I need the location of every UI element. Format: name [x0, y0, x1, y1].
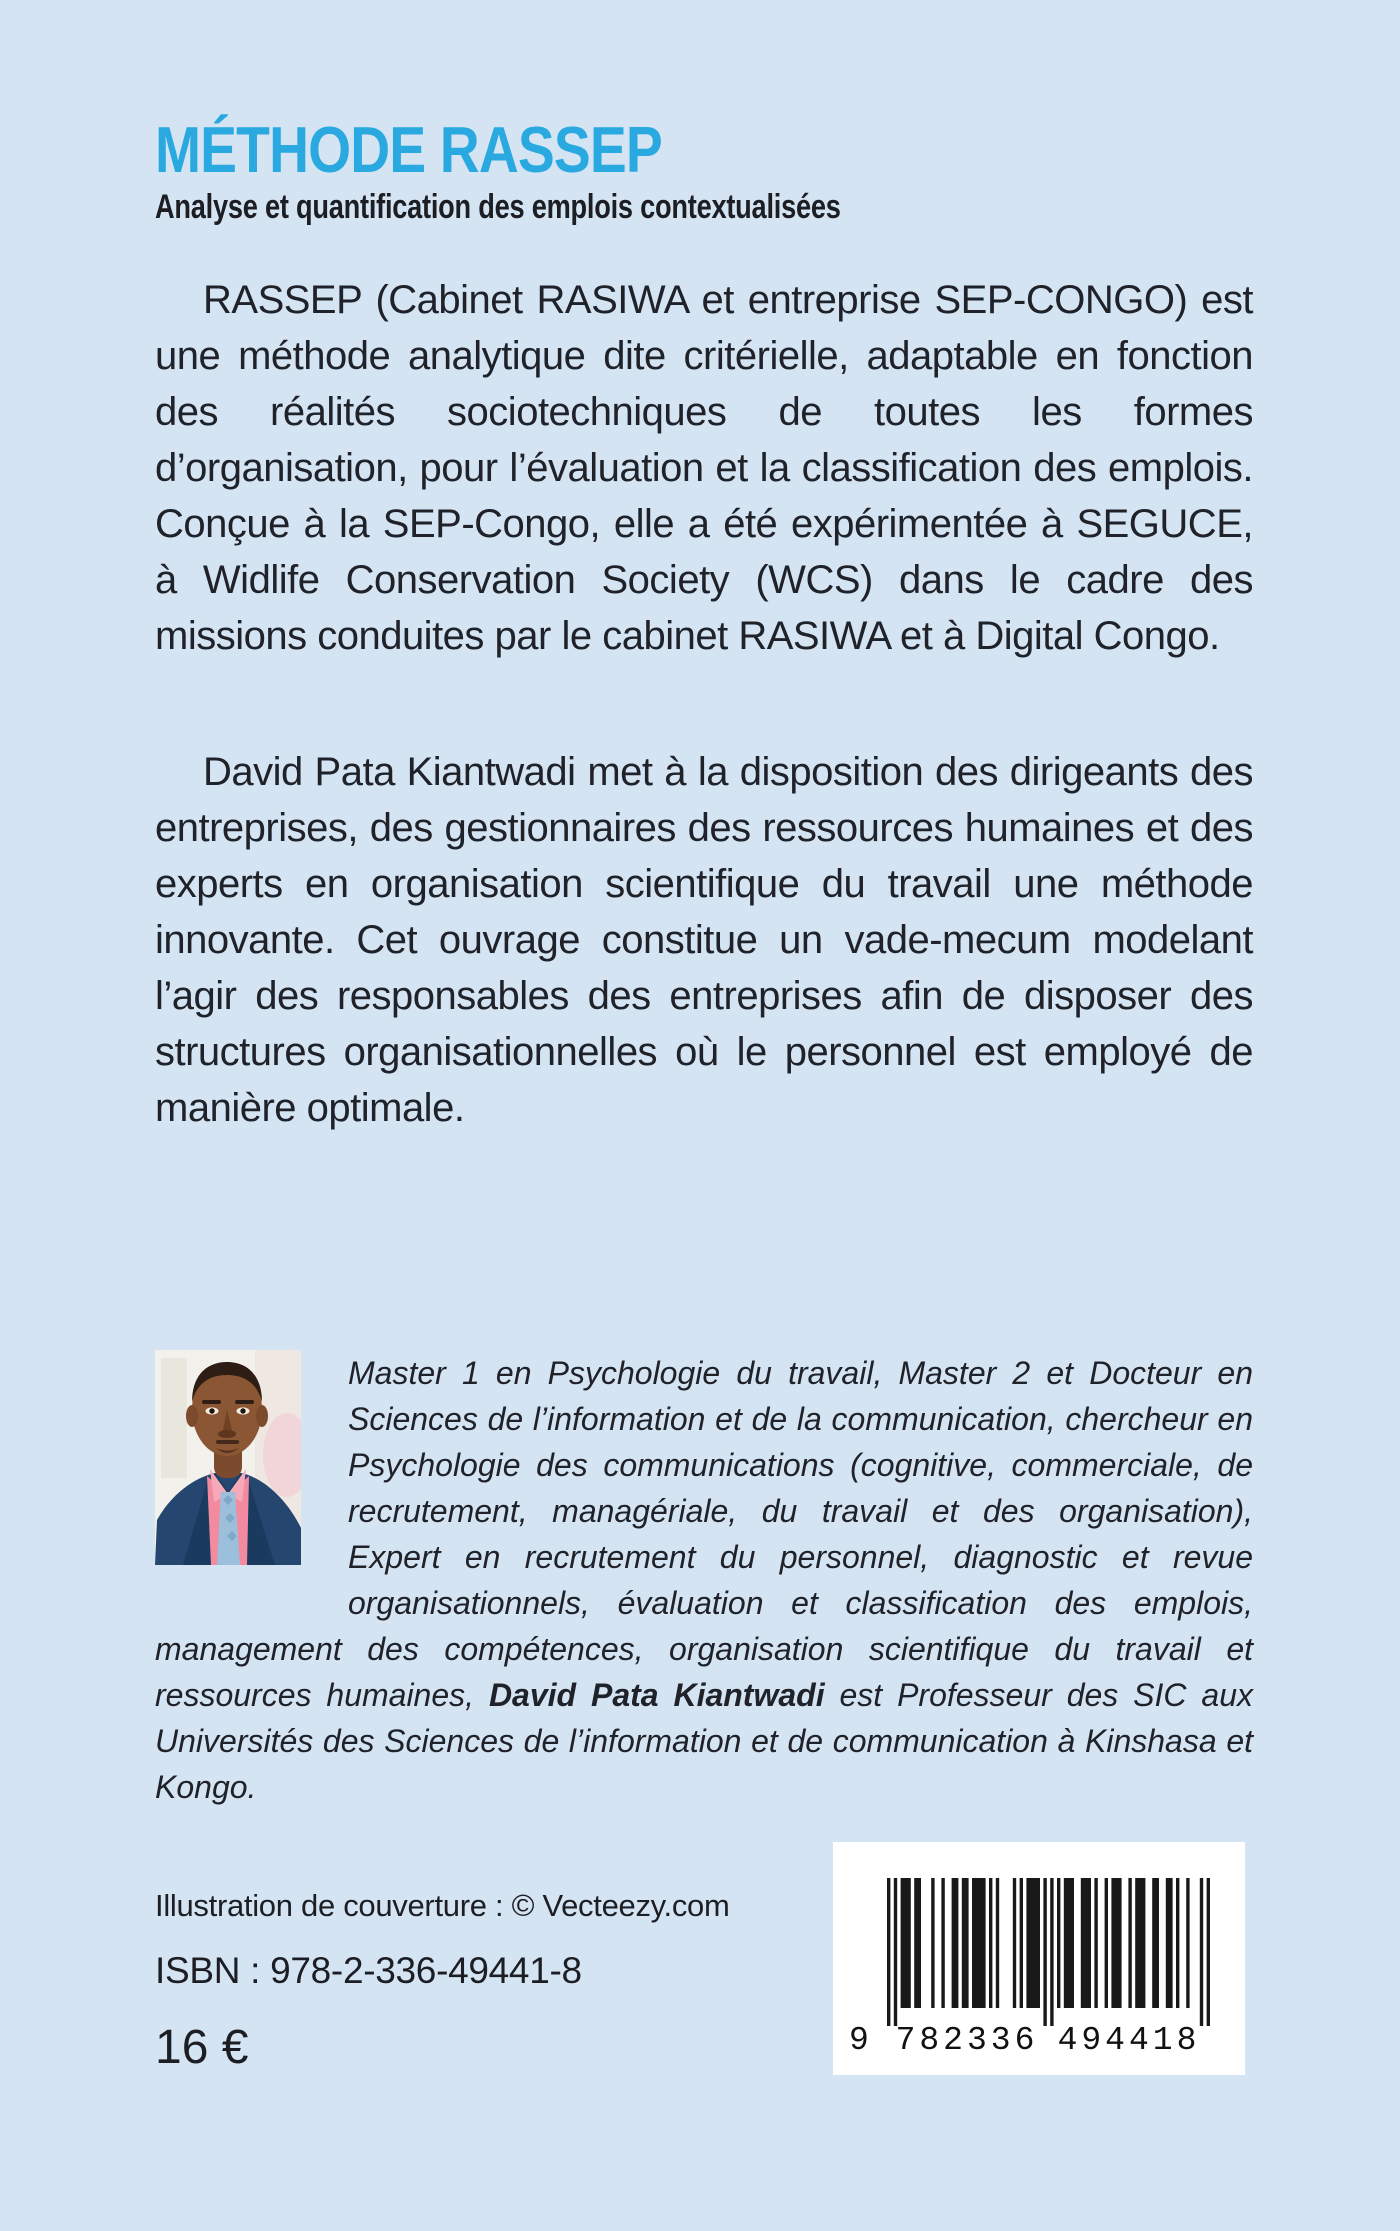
author-name: David Pata Kiantwadi [488, 1677, 825, 1713]
isbn-number: ISBN : 978-2-336-49441-8 [155, 1950, 582, 1991]
barcode [833, 1842, 1245, 2075]
illustration-credit: Illustration de couverture : © Vecteezy.com [155, 1888, 730, 1923]
barcode-digit-first: 9 [849, 2022, 873, 2059]
synopsis-paragraph-1: RASSEP (Cabinet RASIWA et entreprise SEP-CONGO) est une méthode analytique dite critérielle, adaptable en fonction des réalités sociotechniques de toutes les formes d’organisation, pour l’évaluation et la classification des emplois. Conçue à la SEP-Congo, elle a été expérimentée à SEGUCE, à Widlife Conservation Society (WCS) dans le cadre des missions conduites par le cabinet RASIWA et à Digital Congo. [155, 278, 1253, 658]
author-bio [155, 1350, 1253, 1810]
synopsis-paragraph-2: David Pata Kiantwadi met à la disposition des dirigeants des entreprises, des gestionnaires des ressources humaines et des experts en organisation scientifique du travail une méthode innovante. Cet ouvrage constitue un vade-mecum modelant l’agir des responsables des entreprises afin de disposer des structures organisationnelles où le personnel est employé de manière optimale. [155, 750, 1253, 1130]
barcode-graphic [833, 1842, 1245, 2075]
bio-text-after-name: est Professeur des SIC aux Universités des Sciences de l’information et de communication à Kinshasa et Kongo. [155, 1677, 1254, 1805]
price: 16 € [155, 2021, 249, 2074]
barcode-digits-left: 782336 [895, 2022, 1039, 2059]
barcode-digits-right: 494418 [1057, 2022, 1201, 2059]
author-photo [155, 1350, 301, 1565]
author-photo-frame [155, 1350, 348, 1610]
bio-text-before-name: Master 1 en Psychologie du travail, Master 2 et Docteur en Sciences de l’information et de la communication, chercheur en Psychologie des communications (cognitive, commerciale, de recrutement, managériale, du travail et des organisation), Expert en recrutement du personnel, diagnostic et revue organisationnels, évaluation et classification des emplois, management des compétences, organisation scientifique du travail et ressources humaines, [155, 1355, 1253, 1713]
book-title: MÉTHODE RASSEP [155, 113, 662, 186]
book-subtitle: Analyse et quantification des emplois contextualisées [155, 188, 841, 226]
